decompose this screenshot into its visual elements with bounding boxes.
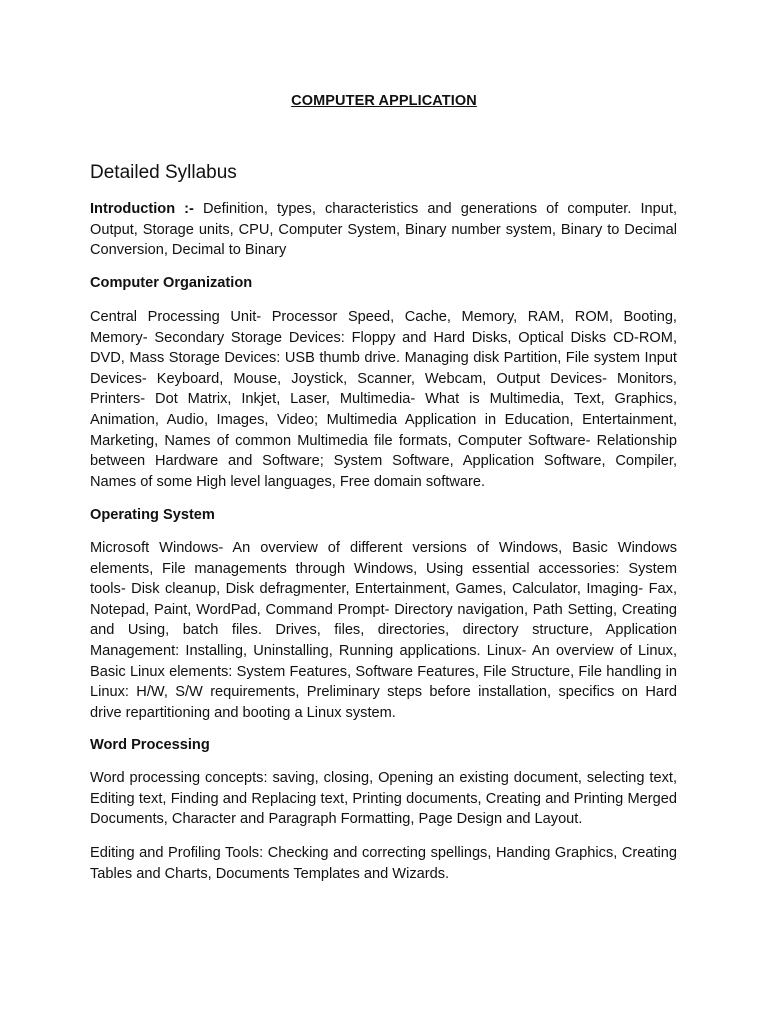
- computer-organization-paragraph: Central Processing Unit- Processor Speed, Cache, Memory, RAM, ROM, Booting, Memory- Secondary Storage Devices: Floppy and Hard Disks, Optical Disks CD-ROM, DVD, Mass Storage Devices: USB thumb drive. Managing disk Partition, File system Input Devices- Keyboard, Mouse, Joystick, Scanner, Webcam, Output Devices- Monitors, Printers- Dot Matrix, Inkjet, Laser, Multimedia- What is Multimedia, Text, Graphics, Animation, Audio, Images, Video; Multimedia Application in Education, Entertainment, Marketing, Names of common Multimedia file formats, Computer Software- Relationship between Hardware and Software; System Software, Application Software, Compiler, Names of some High level languages, Free domain software.: [90, 309, 677, 490]
- word-processing-paragraph-2: Editing and Profiling Tools: Checking and correcting spellings, Handing Graphics, Creating Tables and Charts, Documents Templates and Wizards.: [90, 845, 677, 882]
- intro-paragraph: [90, 199, 677, 261]
- operating-system-paragraph: Microsoft Windows- An overview of different versions of Windows, Basic Windows elements, File managements through Windows, Using essential accessories: System tools- Disk cleanup, Disk defragmenter, Entertainment, Games, Calculator, Imaging- Fax, Notepad, Paint, WordPad, Command Prompt- Directory navigation, Path Setting, Creating and Using, batch files. Drives, files, directories, directory structure, Application Management: Installing, Uninstalling, Running applications. Linux- An overview of Linux, Basic Linux elements: System Features, Software Features, File Structure, File handling in Linux: H/W, S/W requirements, Preliminary steps before installation, specifics on Hard drive repartitioning and booting a Linux system.: [90, 540, 677, 721]
- word-processing-heading: Word Processing: [90, 737, 210, 753]
- intro-lead: Introduction :-: [90, 201, 194, 217]
- document-title: COMPUTER APPLICATION: [291, 93, 477, 109]
- syllabus-heading: Detailed Syllabus: [90, 162, 237, 183]
- operating-system-heading: Operating System: [90, 507, 215, 523]
- computer-organization-heading: Computer Organization: [90, 275, 253, 291]
- intro-text: Definition, types, characteristics and generations of computer. Input, Output, Storage units, CPU, Computer System, Binary number system, Binary to Decimal Conversion, Decimal to Binary: [90, 201, 678, 259]
- word-processing-paragraph-1: Word processing concepts: saving, closing, Opening an existing document, selecting text, Editing text, Finding and Replacing text, Printing documents, Creating and Printing Merged Documents, Character and Paragraph Formatting, Page Design and Layout.: [90, 770, 677, 828]
